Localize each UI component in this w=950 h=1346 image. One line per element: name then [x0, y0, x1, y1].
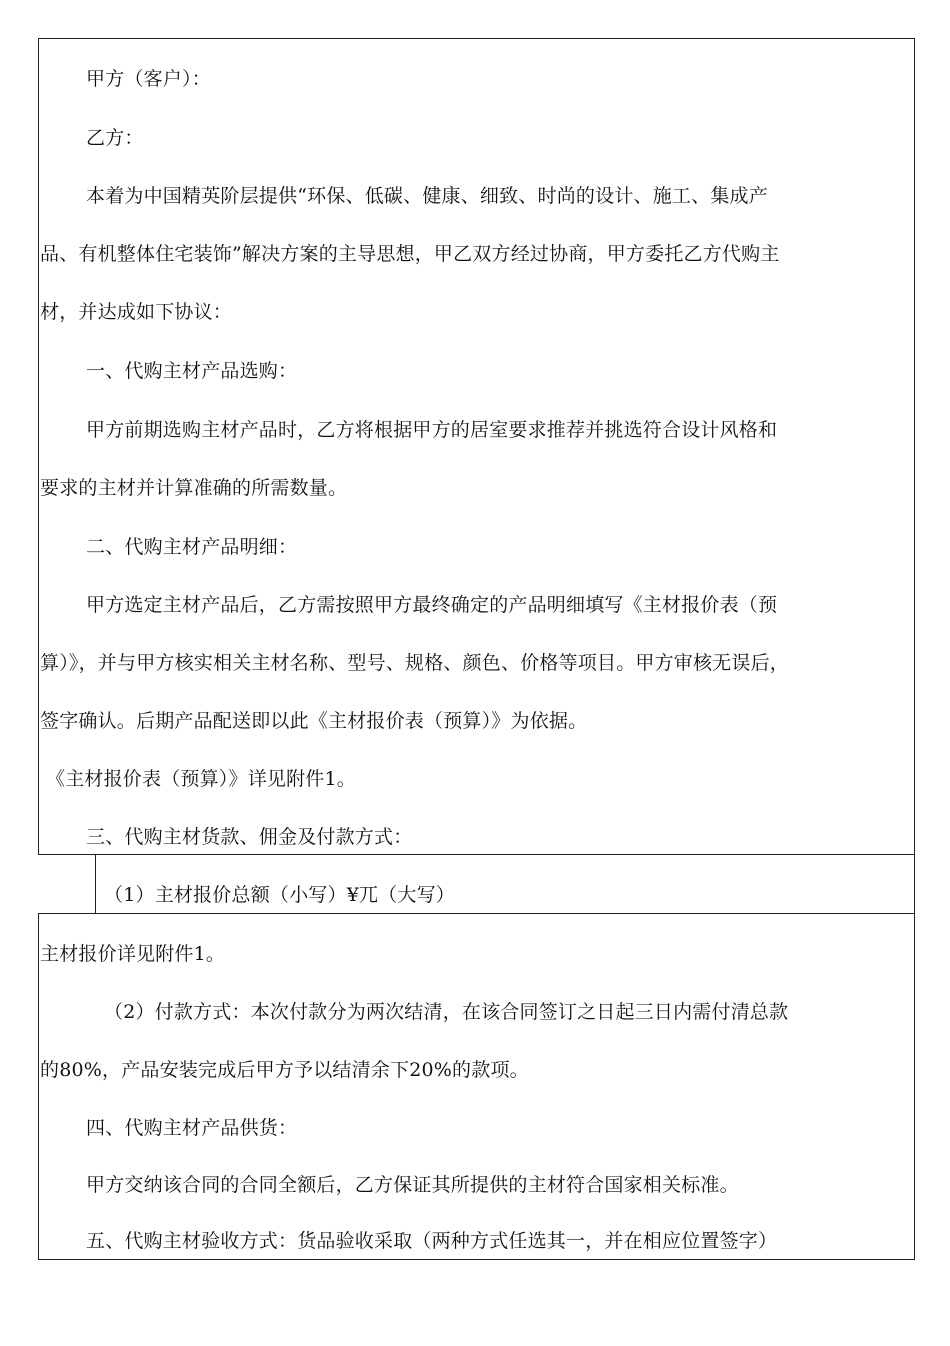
section1-heading: 一、代购主材产品选购：	[86, 360, 298, 382]
section3-item2-line-2: 的80%，产品安装完成后甲方予以结清余下20%的款项。	[40, 1059, 529, 1081]
section2-heading: 二、代购主材产品明细：	[86, 536, 298, 558]
section3-item1-amount: （1）主材报价总额（小写）¥兀（大写）	[104, 884, 455, 906]
intro-line-2: 品、有机整体住宅装饰”解决方案的主导思想，甲乙双方经过协商，甲方委托乙方代购主	[40, 243, 780, 265]
section3-heading: 三、代购主材货款、佣金及付款方式：	[86, 826, 413, 848]
section2-body-line-1: 甲方选定主材产品后，乙方需按照甲方最终确定的产品明细填写《主材报价表（预	[86, 594, 778, 616]
section2-attachment-note: 《主材报价表（预算）》详见附件1。	[46, 768, 356, 790]
section3-item2-line-1: （2）付款方式：本次付款分为两次结清，在该合同签订之日起三日内需付清总款	[104, 1001, 789, 1023]
intro-line-1: 本着为中国精英阶层提供“环保、低碳、健康、细致、时尚的设计、施工、集成产	[86, 185, 768, 207]
intro-line-3: 材，并达成如下协议：	[40, 301, 233, 323]
party-b-label: 乙方：	[86, 127, 144, 149]
section3-item1-note: 主材报价详见附件1。	[40, 943, 226, 965]
section4-heading: 四、代购主材产品供货：	[86, 1117, 298, 1139]
section4-body: 甲方交纳该合同的合同全额后，乙方保证其所提供的主材符合国家相关标准。	[86, 1174, 739, 1196]
section1-body-line-1: 甲方前期选购主材产品时，乙方将根据甲方的居室要求推荐并挑选符合设计风格和	[86, 419, 778, 441]
section2-body-line-3: 签字确认。后期产品配送即以此《主材报价表（预算）》为依据。	[40, 710, 588, 732]
section5-heading: 五、代购主材验收方式：货品验收采取（两种方式任选其一，并在相应位置签字）	[86, 1230, 778, 1252]
party-a-label: 甲方（客户）：	[86, 68, 211, 90]
section1-body-line-2: 要求的主材并计算准确的所需数量。	[40, 477, 348, 499]
section2-body-line-2: 算）》，并与甲方核实相关主材名称、型号、规格、颜色、价格等项目。甲方审核无误后，	[40, 652, 790, 674]
